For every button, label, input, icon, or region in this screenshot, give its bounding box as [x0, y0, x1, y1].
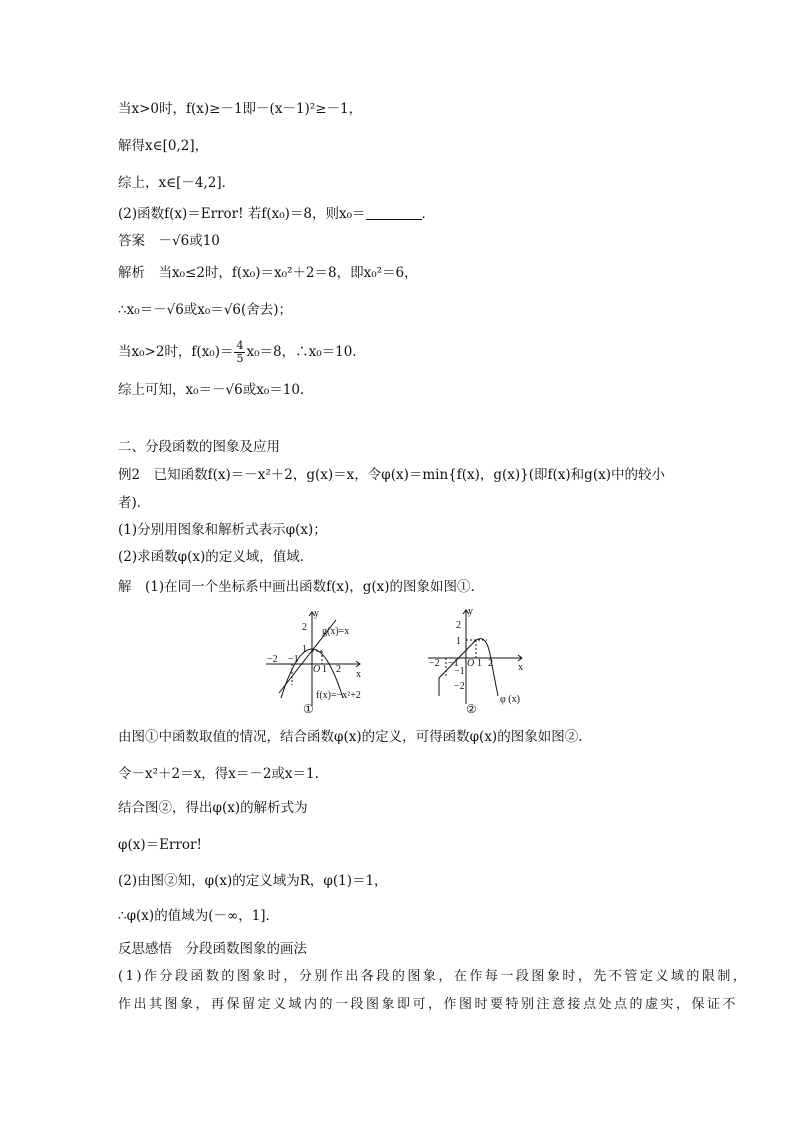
analysis-line-3a: 当x₀>2时，f(x₀)＝: [118, 344, 234, 360]
analysis-line-4: 综上可知，x₀＝－√6或x₀＝10.: [118, 382, 305, 398]
fraction: [234, 340, 245, 365]
fig2-x-label: x: [518, 662, 523, 673]
analysis-line-3b: x₀＝8，∴x₀＝10.: [246, 344, 357, 360]
fig2-tick-y-neg1: −1: [454, 666, 465, 677]
phi-definition-line: φ(x)＝Error!: [118, 837, 202, 853]
text-line-2: 解得x∈[0,2]，: [118, 138, 209, 154]
fig1-g-label: g(x)=x: [322, 626, 350, 637]
answer-line: 答案 －√6或10: [118, 233, 220, 249]
fig1-x-label: x: [356, 669, 361, 680]
solution-line-4: 结合图②，得出φ(x)的解析式为: [118, 800, 308, 816]
fig2-caption: ②: [466, 702, 477, 716]
figure-2: [424, 604, 534, 716]
fig2-tick-y1: 1: [456, 636, 461, 647]
reflection-line-1: (1)作分段函数的图象时，分别作出各段的图象，在作每一段图象时，先不管定义域的限制，: [118, 969, 749, 984]
fig1-f-label: f(x)=−x²+2: [316, 690, 361, 701]
reflection-heading: 反思感悟 分段函数图象的画法: [118, 941, 307, 957]
answer-blank: [366, 207, 422, 220]
fig1-tick-x-neg1: −1: [288, 654, 299, 665]
analysis-line-3: [118, 340, 357, 365]
fig1-tick-x1: 1: [322, 664, 327, 675]
question-2-end: ．: [421, 206, 435, 222]
solution-part-2-line-1: (2)由图②知，φ(x)的定义域为R，φ(1)＝1，: [118, 873, 388, 889]
text-line-3: 综上，x∈[－4,2]．: [118, 175, 236, 191]
question-2-text: (2)函数f(x)＝Error! 若f(x₀)＝8，则x₀＝: [118, 206, 366, 222]
fig2-tick-x2: 2: [488, 658, 493, 669]
fig1-tick-x2: 2: [336, 664, 341, 675]
solution-part-2-line-2: ∴φ(x)的值域为(－∞，1]．: [118, 908, 280, 924]
fig1-caption: ①: [303, 702, 314, 716]
example-2-part-1: (1)分别用图象和解析式表示φ(x)；: [118, 522, 327, 538]
example-2-part-2: (2)求函数φ(x)的定义域，值域．: [118, 549, 314, 565]
fig2-tick-y2: 2: [456, 620, 461, 631]
fig2-origin: O: [467, 658, 475, 669]
solution-line-3: 令－x²＋2＝x，得x＝－2或x＝1.: [118, 766, 319, 782]
fig2-phi-label: φ (x): [500, 694, 520, 705]
fig1-tick-y2: 2: [302, 622, 307, 633]
fig2-tick-x1: 1: [477, 658, 482, 669]
fig2-tick-x-neg2: −2: [429, 658, 440, 669]
fraction-denominator: 5: [236, 352, 244, 365]
fig1-y-label: y: [314, 608, 319, 619]
fig2-tick-y-neg2: −2: [454, 681, 465, 692]
fig2-y-label: y: [468, 606, 473, 617]
section-heading: 二、分段函数的图象及应用: [118, 439, 280, 455]
fig1-tick-y1: 1: [302, 644, 307, 655]
reflection-line-2: 作出其图象，再保留定义域内的一段图象即可，作图时要特别注意接点处点的虚实，保证不: [118, 997, 739, 1012]
fig2-tick-x-neg1: −1: [448, 658, 459, 669]
solution-line-1: 解 (1)在同一个坐标系中画出函数f(x)，g(x)的图象如图①.: [118, 579, 475, 595]
example-2-line-2: 者)．: [118, 495, 151, 511]
example-2-line-1: 例2 已知函数f(x)＝－x²＋2，g(x)＝x，令φ(x)＝min{f(x)，g(x)}(即f(x)和g(x)中的较小: [118, 467, 665, 483]
figure-1: [262, 604, 394, 716]
solution-line-2: 由图①中函数取值的情况，结合函数φ(x)的定义，可得函数φ(x)的图象如图②.: [118, 729, 583, 745]
analysis-line-2: ∴x₀＝－√6或x₀＝√6(舍去)；: [118, 302, 293, 318]
text-line-4: [118, 205, 435, 223]
text-line-1: 当x>0时，f(x)≥－1即－(x－1)²≥－1，: [118, 101, 363, 117]
fig1-tick-x-neg2: −2: [267, 654, 278, 665]
fig1-origin: O: [313, 664, 321, 675]
analysis-line-1: 解析 当x₀≤2时，f(x₀)＝x₀²＋2＝8，即x₀²＝6，: [118, 265, 418, 281]
fraction-numerator: 4: [236, 339, 244, 352]
